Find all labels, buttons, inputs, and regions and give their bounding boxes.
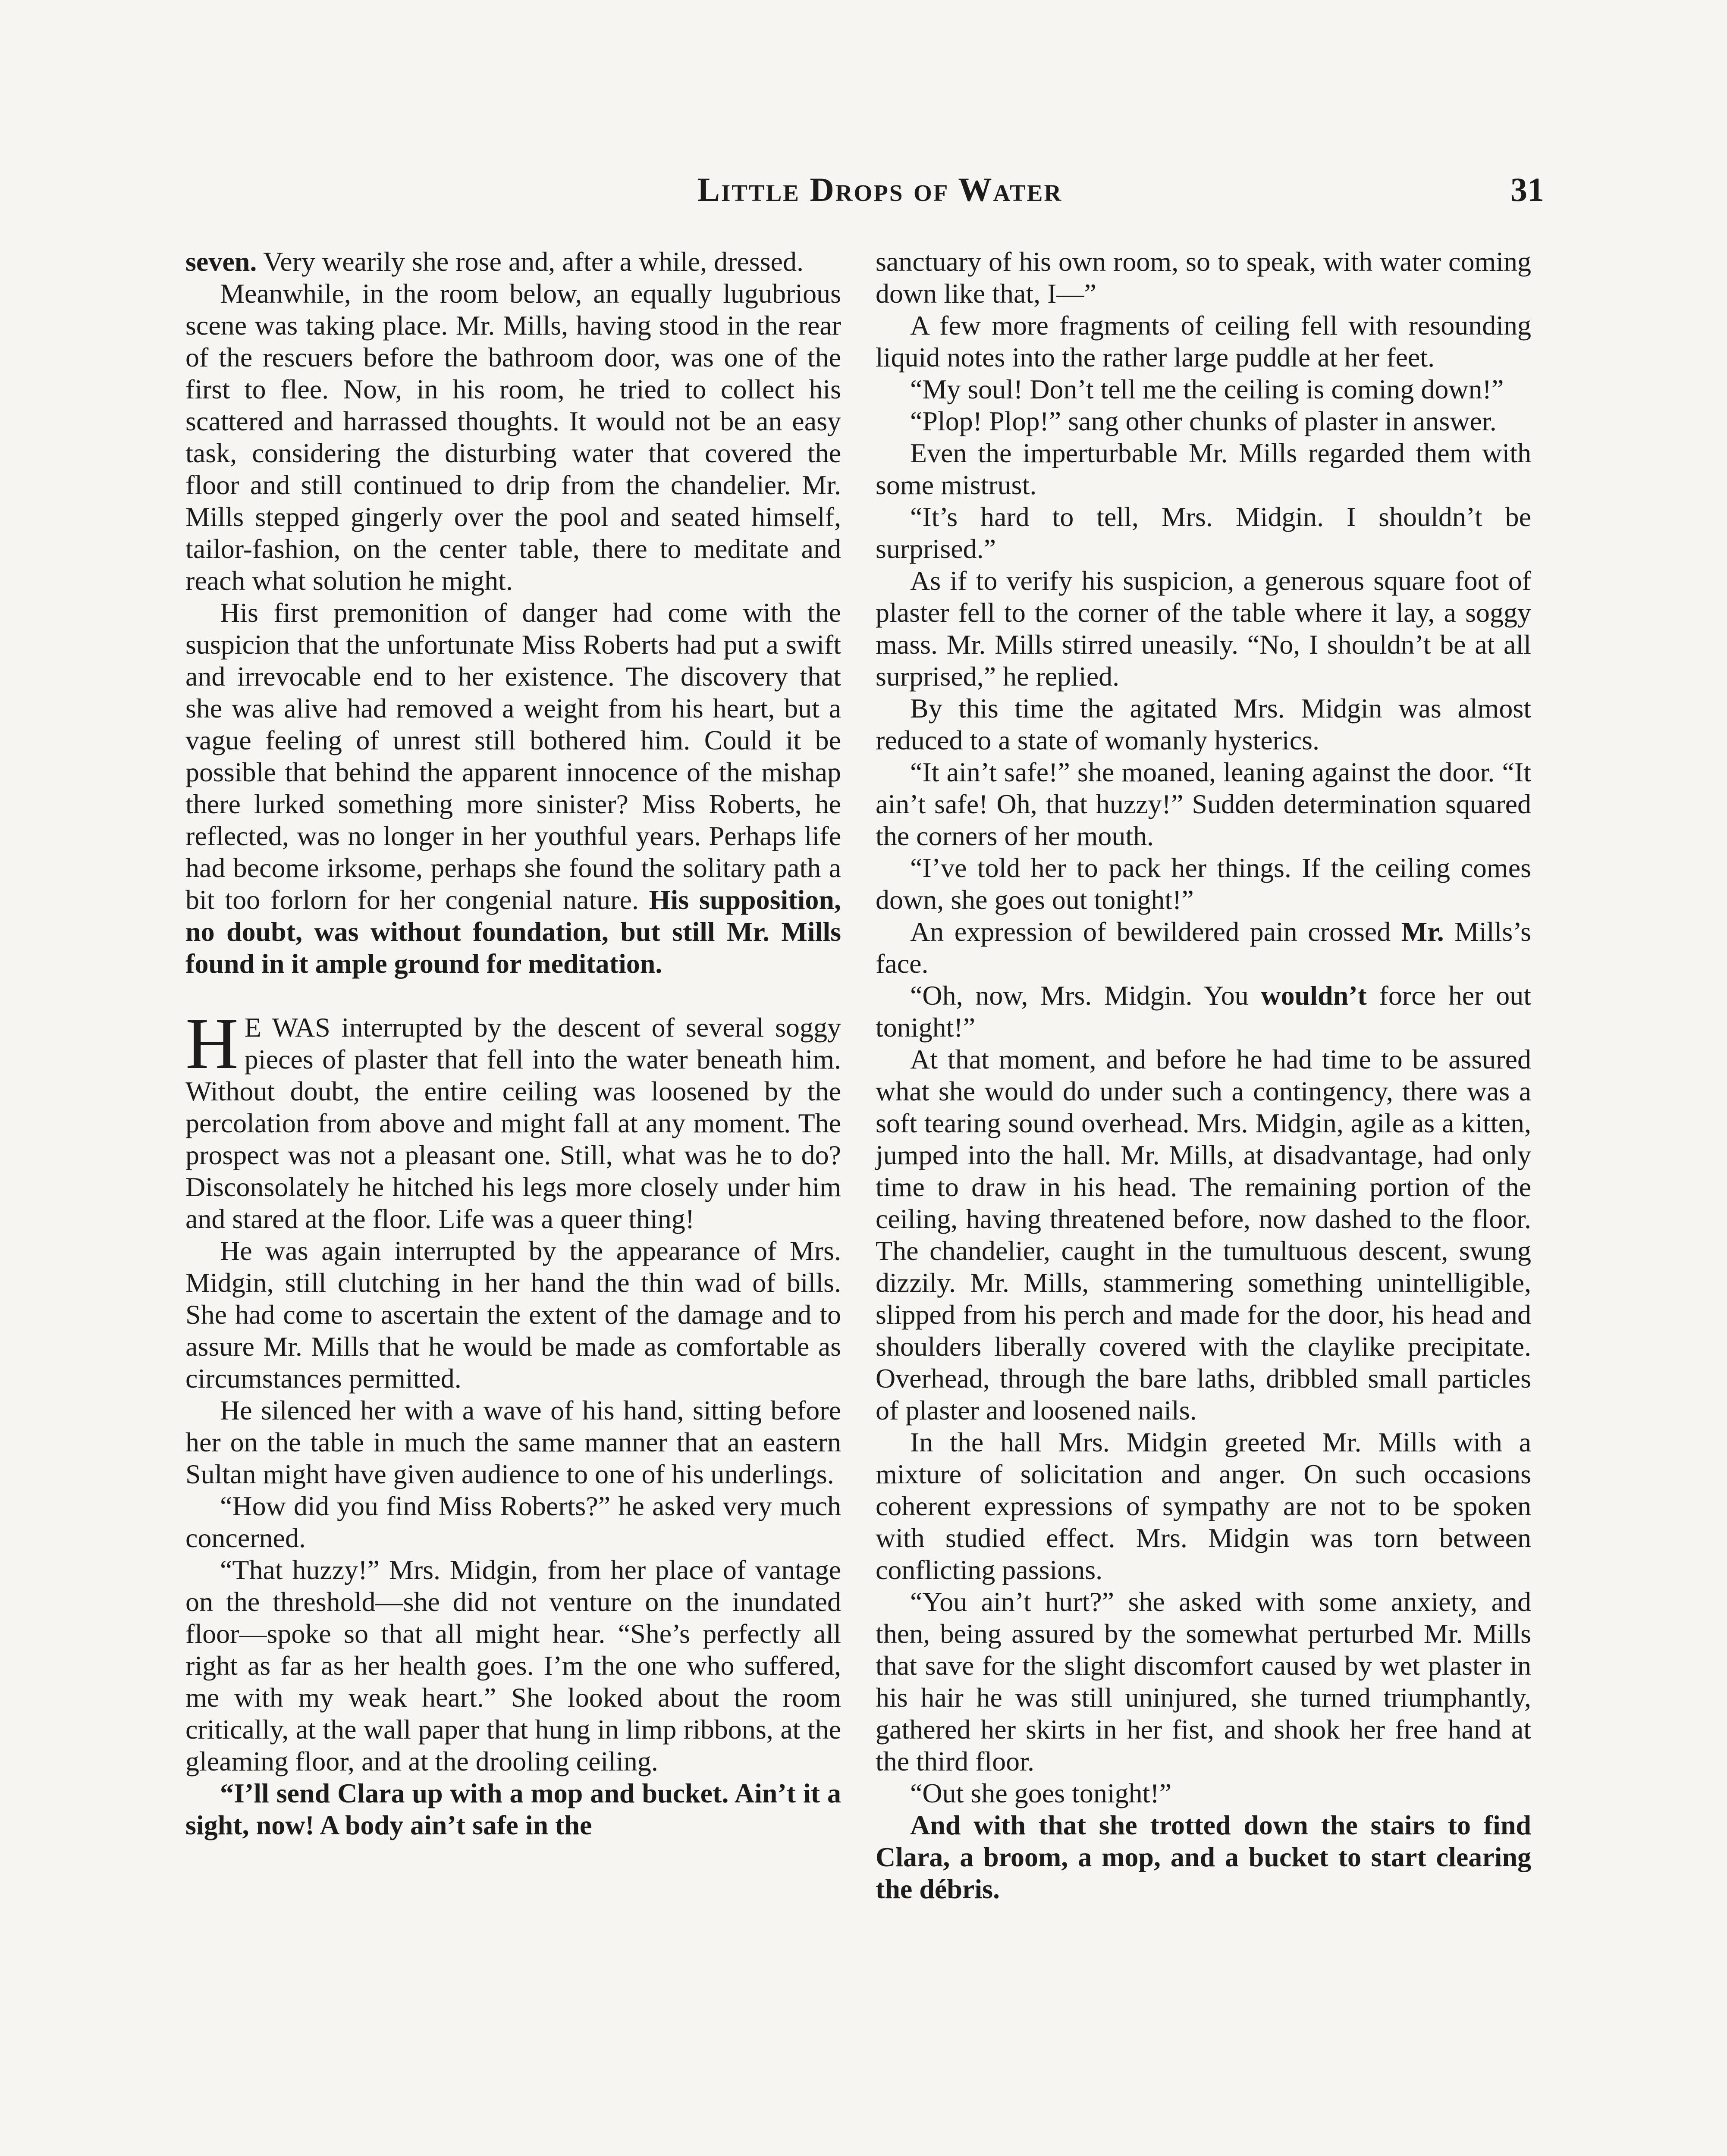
paragraph: “It ain’t safe!” she moaned, leaning against the door. “It ain’t safe! Oh, that huzzy!” Sudden determination squared the corners of her mouth. [876,757,1531,851]
bold-text: Mr. [1391,916,1444,947]
paragraph [185,597,841,980]
lead-caps: E WAS [244,1012,330,1043]
paragraph-text: force her out tonight!” [876,980,1532,1043]
page-number: 31 [1510,171,1544,208]
running-header-title: Little Drops of Water [697,171,1063,208]
paragraph: By this time the agitated Mrs. Midgin was almost reduced to a state of womanly hysterics. [876,693,1531,755]
paragraph: “Out she goes tonight!” [910,1778,1172,1808]
paragraph: At that moment, and before he had time to be assured what she would do under such a contingency, there was a soft tearing sound overhead. Mrs. Midgin, agile as a kitten, jumped into the hall. Mr. Mills, at disadvantage, had only time to draw in his head. The remaining portion of the ceiling, having threatened before, now dashed to the floor. The chandelier, caught in the tumultuous descent, swung dizzily. Mr. Mills, stammering something unintelligible, slipped from his perch and made for the door, his head and shoulders liberally covered with the claylike precipitate. Overhead, through the bare laths, dribbled small particles of plaster and loosened nails. [876,1044,1531,1426]
paragraph: A few more fragments of ceiling fell with resounding liquid notes into the rather large puddle at her feet. [876,310,1531,373]
paragraph: “My soul! Don’t tell me the ceiling is coming down!” [910,374,1504,404]
paragraph: “I’ll send Clara up with a mop and bucket. Ain’t it a sight, now! A body ain’t safe in the [185,1778,841,1840]
paragraph [185,246,841,278]
paragraph: “I’ve told her to pack her things. If the ceiling comes down, she goes out tonight!” [876,852,1531,915]
paragraph: In the hall Mrs. Midgin greeted Mr. Mills with a mixture of solicitation and anger. On such occasions coherent expressions of sympathy are not to be spoken with studied effect. Mrs. Midgin was torn between conflicting passions. [876,1427,1531,1585]
paragraph: “Plop! Plop!” sang other chunks of plaster in answer. [910,406,1497,436]
paragraph: “How did you find Miss Roberts?” he asked very much concerned. [185,1491,841,1553]
bold-text: His supposition, no doubt, was without foundation, but still Mr. Mills found in it ample ground for meditation. [185,884,841,979]
paragraph-text: Very wearily she rose and, after a while, dressed. [257,246,804,277]
paragraph-text: An expression of bewildered pain crossed [910,916,1391,947]
paragraph: “That huzzy!” Mrs. Midgin, from her place of vantage on the threshold—she did not venture on the inundated floor—spoke so that all might hear. “She’s perfectly all right as far as her health goes. I’m the one who suffered, me with my weak heart.” She looked about the room critically, at the wall paper that hung in limp ribbons, at the gleaming floor, and at the drooling ceiling. [185,1554,841,1777]
paragraph: “It’s hard to tell, Mrs. Midgin. I shouldn’t be surprised.” [876,501,1531,564]
paragraph-text: “Oh, now, Mrs. Midgin. You [910,980,1249,1011]
bold-text: wouldn’t [1248,980,1367,1011]
paragraph: And with that she trotted down the stairs to find Clara, a broom, a mop, and a bucket to start clearing the débris. [876,1810,1531,1904]
left-column [185,246,841,1841]
paragraph: As if to verify his suspicion, a generous square foot of plaster fell to the corner of the table where it lay, a soggy mass. Mr. Mills stirred uneasily. “No, I shouldn’t be at all surprised,” he replied. [876,565,1531,692]
paragraph-text: interrupted by the descent of several soggy pieces of plaster that fell into the water beneath him. Without doubt, the entire ceiling was loosened by the percolation from above and might fall at any moment. The prospect was not a pleasant one. Still, what was he to do? Disconsolately he hitched his legs more closely under him and stared at the floor. Life was a queer thing! [185,1012,842,1234]
paragraph [876,980,1531,1044]
paragraph: Meanwhile, in the room below, an equally lugubrious scene was taking place. Mr. Mills, having stood in the rear of the rescuers before the bathroom door, was one of the first to flee. Now, in his room, he tried to collect his scattered and harrassed thoughts. It would not be an easy task, considering the disturbing water that covered the floor and still continued to drip from the chandelier. Mr. Mills stepped gingerly over the pool and seated himself, tailor-fashion, on the center table, there to meditate and reach what solution he might. [185,278,841,596]
bold-lead: seven. [185,246,257,277]
section-paragraph [185,1003,842,1235]
paragraph: Even the imperturbable Mr. Mills regarded them with some mistrust. [876,438,1531,500]
paragraph: He silenced her with a wave of his hand, sitting before her on the table in much the same manner that an eastern Sultan might have given audience to one of his underlings. [185,1395,841,1489]
paragraph: sanctuary of his own room, so to speak, with water coming down like that, I—” [876,246,1531,309]
drop-cap: H [185,1003,239,1084]
right-column [876,246,1531,1905]
paragraph: He was again interrupted by the appearance of Mrs. Midgin, still clutching in her hand the thin wad of bills. She had come to ascertain the extent of the damage and to assure Mr. Mills that he would be made as comfortable as circumstances permitted. [185,1235,841,1394]
paragraph: “You ain’t hurt?” she asked with some anxiety, and then, being assured by the somewhat perturbed Mr. Mills that save for the slight discomfort caused by wet plaster in his hair he was still uninjured, she turned triumphantly, gathered her skirts in her fist, and shook her free hand at the third floor. [876,1586,1531,1777]
paragraph-text: His first premonition of danger had come with the suspicion that the unfortunate Miss Roberts had put a swift and irrevocable end to her existence. The discovery that she was alive had removed a weight from his heart, but a vague feeling of unrest still bothered him. Could it be possible that behind the apparent innocence of the mishap there lurked something more sinister? Miss Roberts, he reflected, was no longer in her youthful years. Perhaps life had become irksome, perhaps she found the solitary path a bit too forlorn for her congenial nature. [185,597,841,915]
paragraph [876,916,1531,980]
paragraph-text: Mills’s face. [876,916,1532,979]
